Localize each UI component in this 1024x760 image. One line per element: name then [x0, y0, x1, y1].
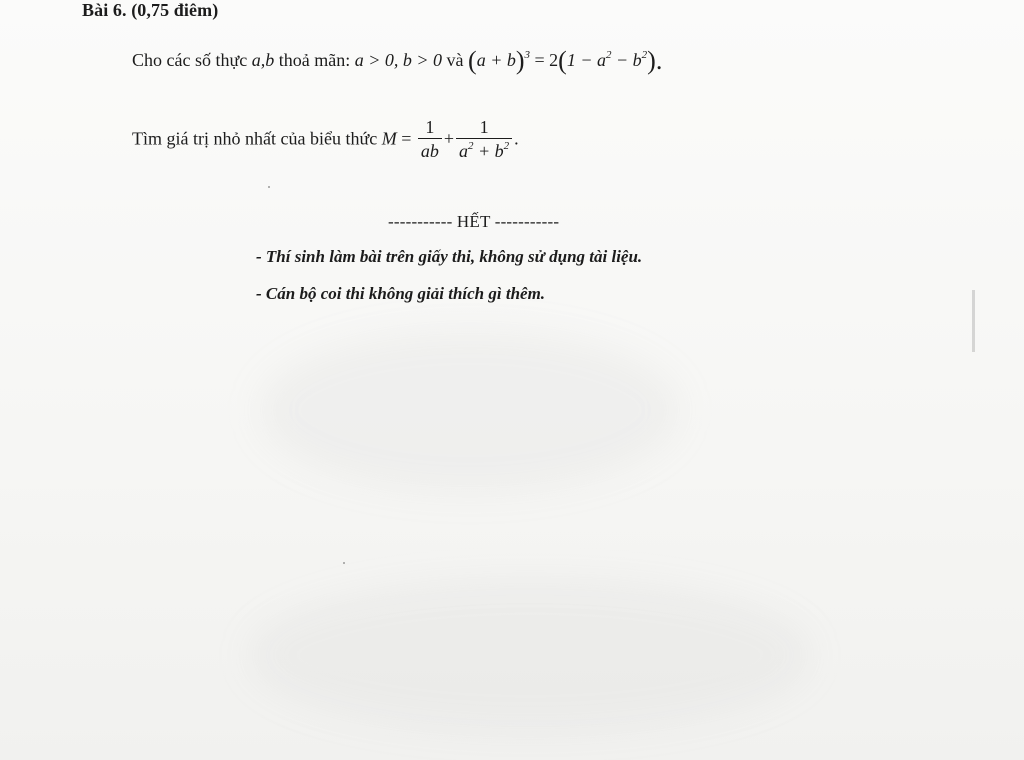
- paren: (: [558, 46, 567, 75]
- positivity-condition: a > 0, b > 0: [354, 50, 443, 70]
- fraction-1: [418, 116, 442, 161]
- question-prefix: Tìm giá trị nhỏ nhất của biểu thức: [132, 128, 378, 149]
- problem-heading: Bài 6. (0,75 điêm): [82, 0, 219, 20]
- paper-speck: [268, 186, 270, 188]
- fraction-numerator: 1: [456, 116, 512, 139]
- period: .: [514, 128, 519, 149]
- expression-M: [382, 116, 519, 161]
- expr-lhs: M: [381, 128, 397, 149]
- exponent: 2: [606, 49, 612, 61]
- paper-speck: [343, 562, 345, 564]
- bleed-through-shadow: [260, 330, 680, 490]
- eq-term: − b: [611, 50, 642, 70]
- exam-note-1: - Thí sinh làm bài trên giấy thi, không sử dụng tài liệu.: [256, 247, 643, 266]
- plus-sign: +: [443, 128, 455, 149]
- exam-note-2: - Cán bộ coi thi không giải thích gì thêm.: [256, 284, 546, 303]
- paren: ).: [647, 46, 663, 75]
- fraction-numerator: 1: [418, 116, 442, 139]
- fraction-2: [456, 116, 512, 161]
- problem-condition-line: [132, 48, 662, 74]
- eq-term: a + b: [476, 50, 516, 70]
- paren: (: [468, 46, 477, 75]
- exponent: 3: [524, 49, 531, 61]
- end-marker: ----------- HẾT -----------: [388, 212, 560, 231]
- condition-prefix: Cho các số thực: [132, 50, 248, 70]
- condition-mid: thoả mãn:: [278, 50, 351, 70]
- den-term: a: [459, 141, 469, 161]
- expr-eq: =: [396, 128, 412, 149]
- conjunction: và: [446, 50, 464, 70]
- exponent: 2: [641, 49, 648, 61]
- exponent: 2: [468, 140, 474, 152]
- bleed-through-shadow: [250, 580, 810, 730]
- variables: a,b: [251, 50, 275, 70]
- constraint-equation: [468, 46, 663, 75]
- problem-question-line: [132, 116, 519, 161]
- eq-term: = 2: [530, 50, 559, 70]
- fraction-denominator: [456, 139, 512, 161]
- exponent: 2: [503, 140, 510, 152]
- eq-term: 1 − a: [566, 50, 606, 70]
- paren: ): [515, 46, 525, 75]
- den-term: + b: [473, 141, 504, 161]
- fraction-denominator: ab: [420, 141, 439, 161]
- edge-mark: [972, 290, 975, 352]
